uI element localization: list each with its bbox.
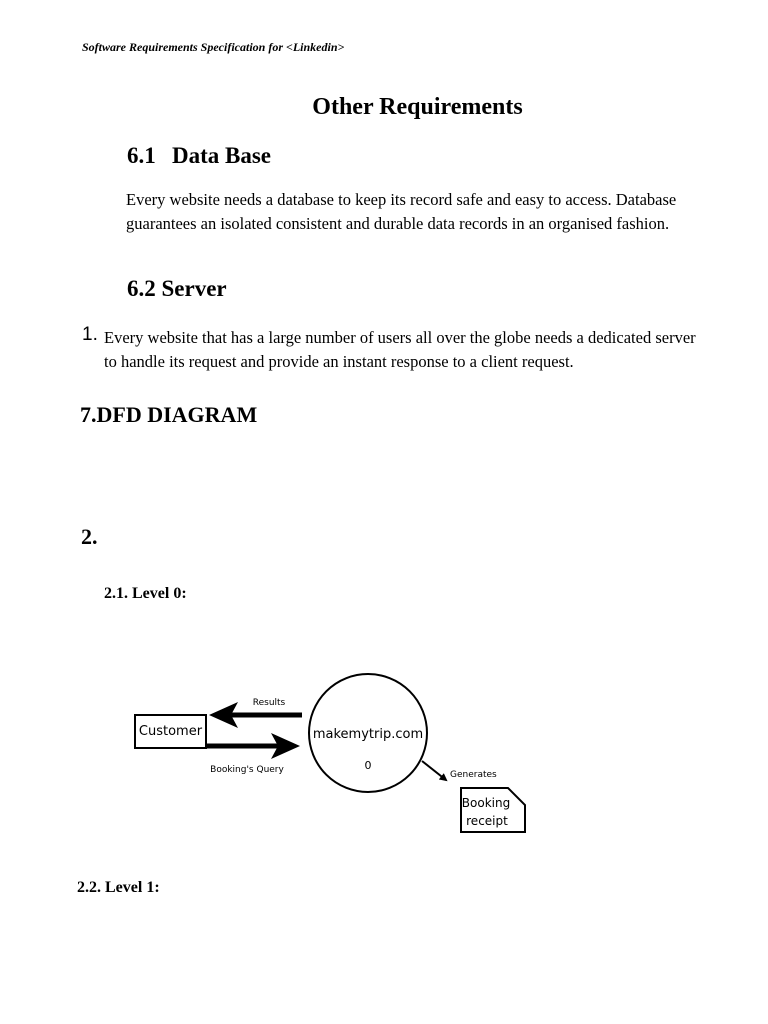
page-title: Other Requirements [312,94,523,120]
dfd-level-0-diagram [120,662,540,842]
subheading-level-0: 2.1. Level 0: [104,585,187,602]
section-heading-database [127,143,271,169]
section-number: 6.1 [127,143,156,168]
subheading-level-1: 2.2. Level 1: [77,879,160,896]
process-number: 0 [364,759,372,772]
customer-entity-label: Customer [138,724,203,739]
server-list-item: Every website that has a large number of users all over the globe needs a dedicated server to handle its request and provide an instant response to a client request. [104,328,696,371]
receipt-label-line1: Booking [461,796,511,810]
process-name: makemytrip.com [312,727,424,742]
section-title: Data Base [172,143,272,168]
query-flow-arrow [206,733,300,759]
section-heading-dfd: 7.DFD DIAGRAM [80,402,258,427]
section-number-2: 2. [81,524,98,549]
generates-flow-arrow [422,761,446,780]
query-flow-label: Booking's Query [210,765,284,775]
section-heading-server: 6.2 Server [127,276,227,301]
results-flow-label: Results [252,698,286,708]
list-item-number: 1. [82,324,98,345]
running-header: Software Requirements Specification for <Linkedin> [82,40,345,54]
receipt-label-line2: receipt [466,814,508,828]
database-paragraph: Every website needs a database to keep its record safe and easy to access. Database guarantees an isolated consistent and durable data records in an organised fashion. [126,190,677,233]
generates-flow-label: Generates [450,770,497,780]
